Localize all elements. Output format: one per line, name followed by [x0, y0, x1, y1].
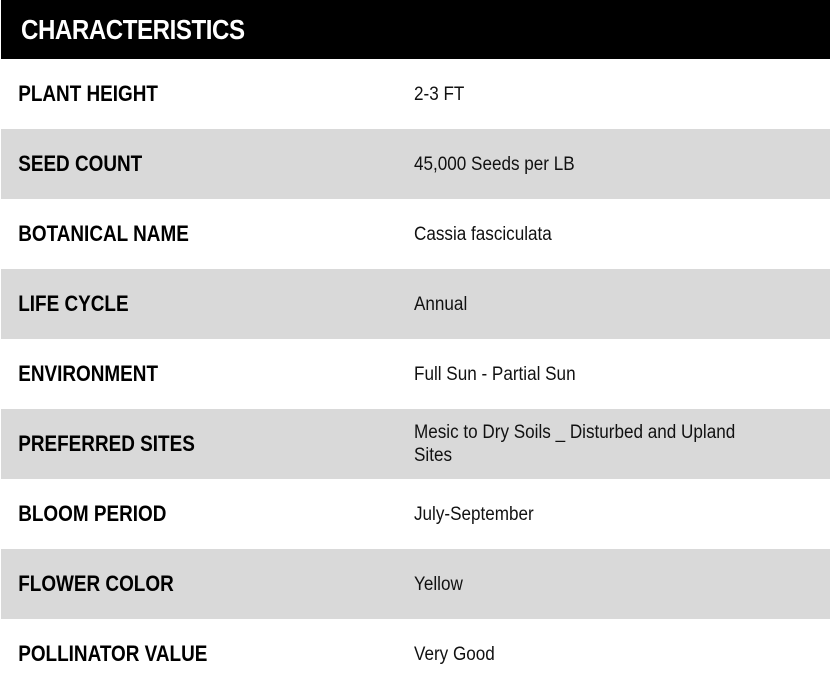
- characteristics-table: [1, 0, 830, 689]
- row-value: Annual: [414, 293, 468, 315]
- row-value: Full Sun - Partial Sun: [414, 363, 576, 385]
- row-plant-height: [1, 59, 830, 129]
- row-label: SEED COUNT: [18, 151, 143, 176]
- row-label: FLOWER COLOR: [18, 571, 174, 596]
- table-title: CHARACTERISTICS: [21, 13, 245, 45]
- row-label: BLOOM PERIOD: [18, 501, 167, 526]
- row-label: POLLINATOR VALUE: [18, 641, 208, 666]
- row-value: Mesic to Dry Soils _ Disturbed and Upland Sites: [414, 422, 736, 466]
- row-label: LIFE CYCLE: [18, 291, 129, 316]
- row-label: PREFERRED SITES: [18, 431, 195, 456]
- table-header: [1, 0, 830, 59]
- row-value: 2-3 FT: [414, 83, 465, 105]
- row-bloom-period: [1, 479, 830, 549]
- row-value: Cassia fasciculata: [414, 223, 552, 245]
- row-label: ENVIRONMENT: [18, 361, 159, 386]
- row-pollinator-value: [1, 619, 830, 689]
- row-label: PLANT HEIGHT: [18, 81, 159, 106]
- row-value: July-September: [414, 503, 534, 525]
- row-label: BOTANICAL NAME: [18, 221, 189, 246]
- row-value: Yellow: [414, 573, 463, 595]
- row-flower-color: [1, 549, 830, 619]
- row-life-cycle: [1, 269, 830, 339]
- row-botanical-name: [1, 199, 830, 269]
- row-preferred-sites: [1, 409, 830, 479]
- row-value: 45,000 Seeds per LB: [414, 153, 575, 175]
- row-environment: [1, 339, 830, 409]
- row-value: Very Good: [414, 643, 495, 665]
- row-seed-count: [1, 129, 830, 199]
